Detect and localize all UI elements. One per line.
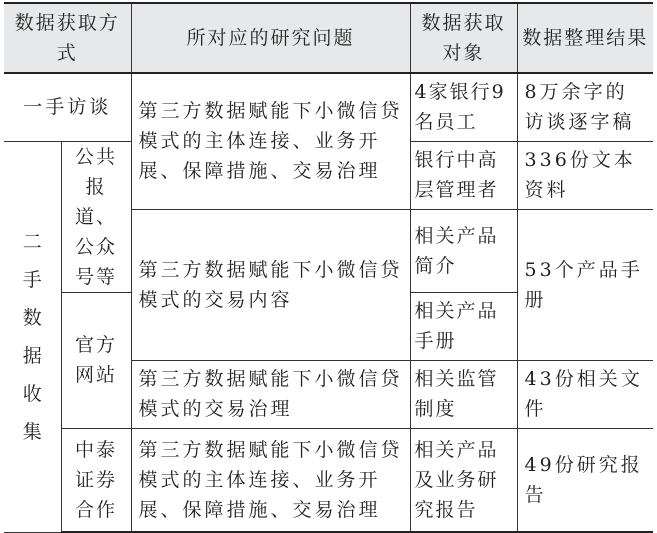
object-cell-3: 相关产品简介	[410, 209, 517, 292]
result-cell-5: 49份研究报告	[517, 428, 653, 532]
header-object: 数据获取对象	[410, 3, 517, 73]
vertical-char: 二	[22, 230, 42, 253]
vertical-char: 收	[22, 382, 42, 405]
header-result: 数据整理结果	[517, 3, 653, 73]
table-row	[4, 73, 653, 141]
result-cell-2: 336份文本资料	[517, 141, 653, 209]
object-cell-4: 相关产品手册	[410, 292, 517, 360]
source-zhongtai-securities: 中泰证券合作	[61, 428, 131, 532]
question-cell-3: 第三方数据赋能下小微信贷模式的交易治理	[131, 360, 410, 428]
question-cell-2: 第三方数据赋能下小微信贷模式的交易内容	[131, 209, 410, 360]
question-cell-1: 第三方数据赋能下小微信贷模式的主体连接、业务开展、保障措施、交易治理	[131, 73, 410, 209]
vertical-label	[4, 223, 61, 451]
vertical-char: 集	[22, 420, 42, 443]
result-cell-4: 43份相关文件	[517, 360, 653, 428]
header-row	[4, 3, 653, 73]
vertical-char: 手	[22, 268, 42, 291]
vertical-char: 数	[22, 306, 42, 329]
source-public-media: 公共报道、公众号等	[61, 141, 131, 292]
method-first-hand-interview: 一手访谈	[4, 73, 131, 141]
vertical-char: 据	[22, 344, 42, 367]
source-official-website: 官方网站	[61, 292, 131, 428]
object-cell-6: 相关产品及业务研究报告	[410, 428, 517, 532]
method-second-hand-collection	[4, 141, 61, 532]
result-cell-1: 8万余字的访谈逐字稿	[517, 73, 653, 141]
header-question: 所对应的研究问题	[131, 3, 410, 73]
object-cell-5: 相关监管制度	[410, 360, 517, 428]
header-method: 数据获取方式	[4, 3, 131, 73]
question-cell-4: 第三方数据赋能下小微信贷模式的主体连接、业务开展、保障措施、交易治理	[131, 428, 410, 532]
object-cell-2: 银行中高层管理者	[410, 141, 517, 209]
object-cell-1: 4家银行9名员工	[410, 73, 517, 141]
result-cell-3: 53个产品手册	[517, 209, 653, 360]
table-row	[4, 428, 653, 532]
data-collection-table	[4, 2, 653, 533]
